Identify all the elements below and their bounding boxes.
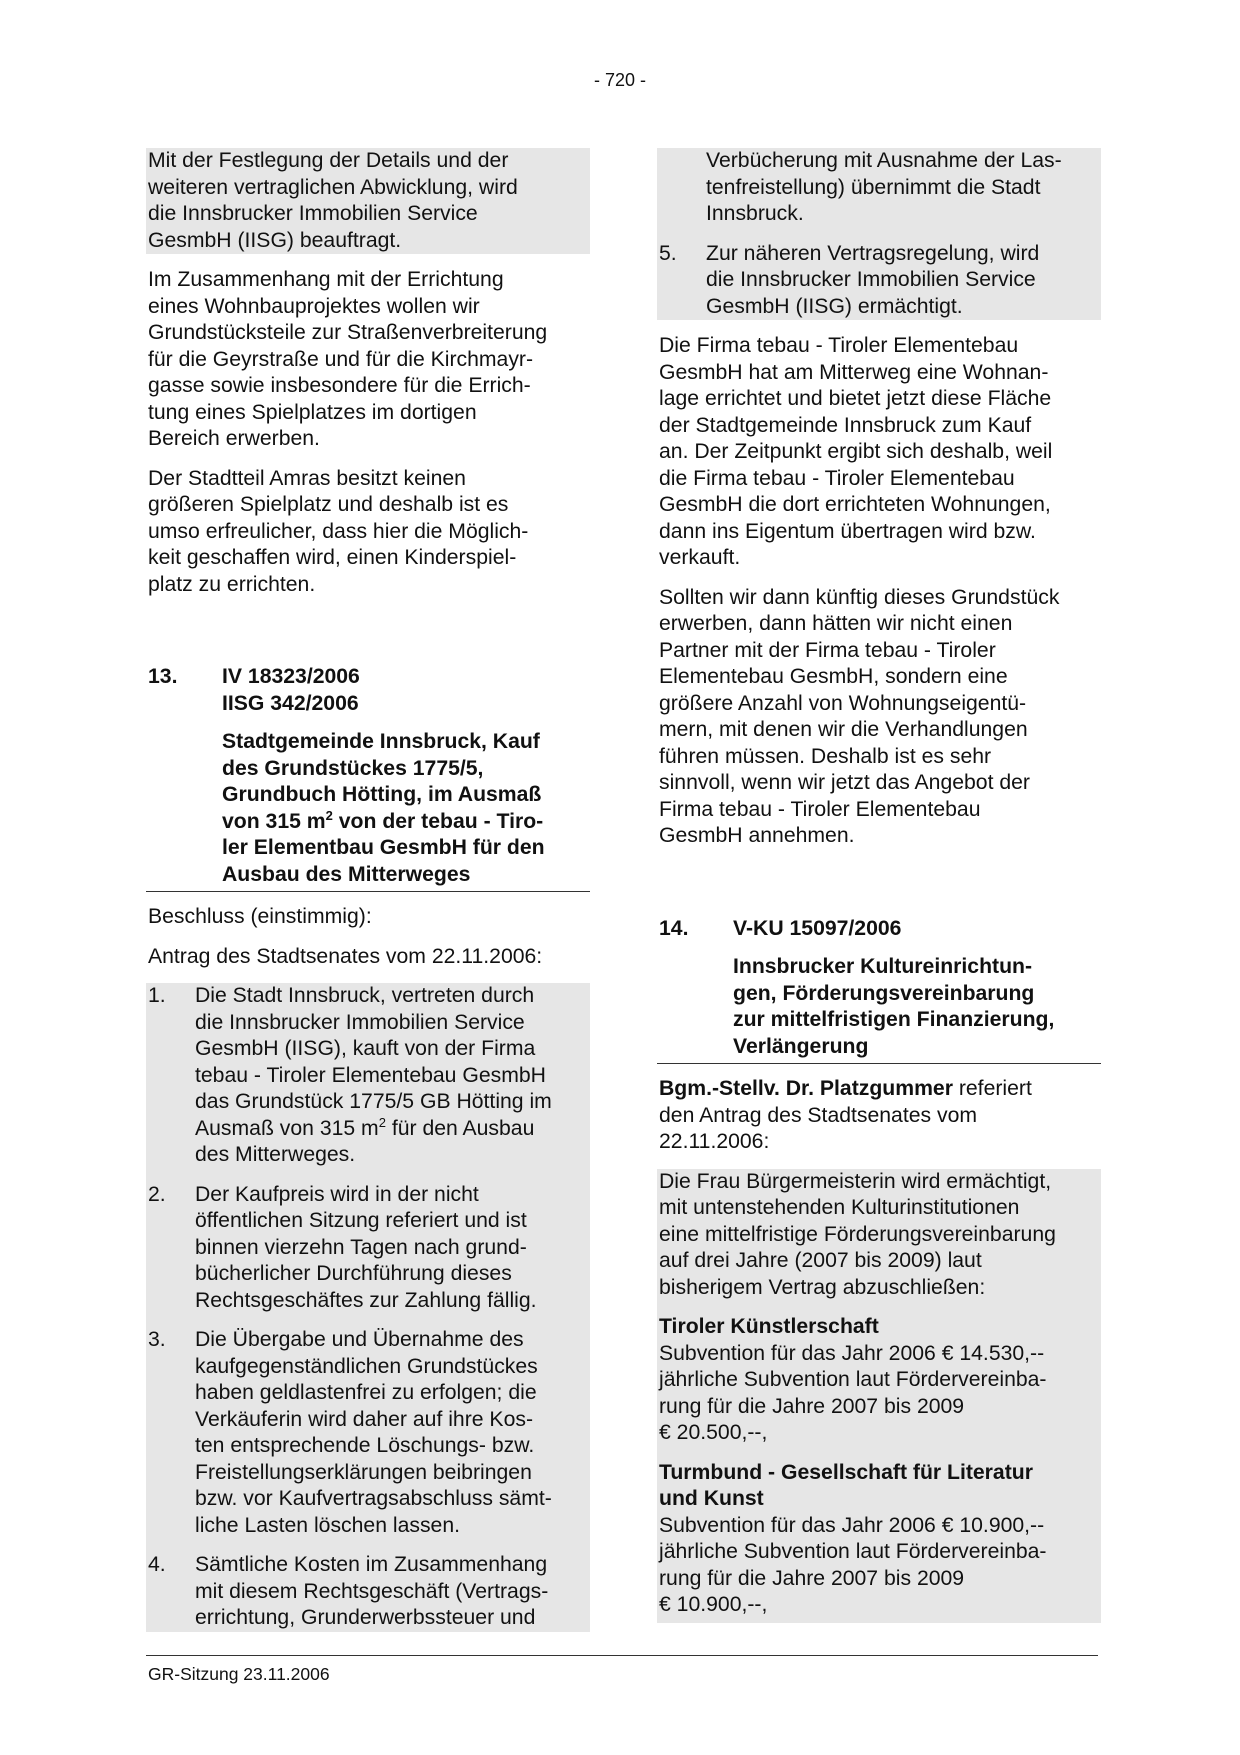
list-item-continued (657, 148, 1101, 228)
title-line: Grundbuch Hötting, im Ausmaß (222, 783, 542, 806)
title-line: Innsbrucker Kultureinrichtun- (733, 955, 1033, 978)
text-line: Der Stadtteil Amras besitzt keinen (148, 466, 466, 490)
paragraph-housing-project (146, 267, 590, 453)
text-line: platz zu errichten. (148, 572, 316, 596)
right-column (657, 148, 1101, 1623)
superscript: 2 (378, 1114, 386, 1130)
text-line: auf drei Jahre (2007 bis 2009) laut (659, 1249, 982, 1272)
paragraph-tebau-offer (657, 333, 1101, 572)
paragraph-iisg-assignment (146, 148, 590, 254)
agenda-item-13-title (146, 729, 590, 892)
text-line: Subvention für das Jahr 2006 € 14.530,-- (659, 1341, 1045, 1365)
text-line: weiteren vertraglichen Abwicklung, wird (148, 175, 518, 199)
text-line: bisherigem Vertrag abzuschließen: (659, 1275, 986, 1299)
text-line: die Firma tebau - Tiroler Elementebau (659, 466, 1015, 490)
list-item (657, 241, 1101, 321)
text-line: den Antrag des Stadtsenates vom (659, 1103, 978, 1127)
title-line: Stadtgemeinde Innsbruck, Kauf (222, 730, 540, 753)
text-line: Sollten wir dann künftig dieses Grundstück (659, 585, 1060, 609)
text-line: erwerben, dann hätten wir nicht einen (659, 612, 1013, 635)
text-line: Zur näheren Vertragsregelung, wird (706, 241, 1040, 265)
text-line: GesmbH (IISG) beauftragt. (148, 228, 402, 252)
text-line: größeren Spielplatz und deshalb ist es (148, 493, 509, 516)
superscript: 2 (325, 807, 333, 823)
list-number: 3. (148, 1328, 166, 1351)
title-line: des Grundstückes 1775/5, (222, 756, 484, 780)
list-item (146, 1327, 590, 1539)
motion-label: Antrag des Stadtsenates vom 22.11.2006: (148, 944, 543, 968)
text-line: mern, mit denen wir die Verhandlungen (659, 718, 1028, 741)
agenda-item-14-title (657, 954, 1101, 1064)
text-line: Freistellungserklärungen beibringen (195, 1460, 532, 1484)
text-line: mit untenstehenden Kulturinstitutionen (659, 1196, 1020, 1219)
institution-entry (657, 1314, 1101, 1447)
reference-number: IV 18323/2006 (222, 665, 360, 688)
text-line: Die Frau Bürgermeisterin wird ermächtigt, (659, 1169, 1052, 1193)
text-line: Verkäuferin wird daher auf ihre Kos- (195, 1407, 533, 1431)
text-line: größere Anzahl von Wohnungseigentü- (659, 691, 1027, 715)
list-item (146, 1552, 590, 1632)
text-line: Sämtliche Kosten im Zusammenhang (195, 1553, 548, 1576)
area-text: für den Ausbau (385, 1116, 535, 1140)
text-line: GesmbH die dort errichteten Wohnungen, (659, 493, 1051, 516)
text-line: Die Übergabe und Übernahme des (195, 1328, 524, 1351)
list-text (195, 1182, 586, 1315)
text-line (659, 1076, 1097, 1103)
title-line: ler Elementbau GesmbH für den (222, 836, 545, 859)
text-line: Der Kaufpreis wird in der nicht (195, 1182, 479, 1206)
resolution-label: Beschluss (einstimmig): (148, 905, 372, 928)
title-area-text: von 315 m (222, 809, 326, 833)
agenda-item-refs (222, 664, 360, 717)
text-line: bzw. vor Kaufvertragsabschluss sämt- (195, 1487, 552, 1510)
purchase-conditions-list-continued (657, 148, 1101, 320)
text-line: der Stadtgemeinde Innsbruck zum Kauf (659, 413, 1032, 437)
text-line: 22.11.2006: (659, 1130, 770, 1153)
text-line: Die Stadt Innsbruck, vertreten durch (195, 984, 535, 1007)
text-line: die Innsbrucker Immobilien Service (148, 202, 478, 225)
authorization-paragraph (657, 1169, 1101, 1302)
list-text (195, 1327, 586, 1539)
text-line: eine mittelfristige Förderungsvereinbarung (659, 1222, 1056, 1246)
text-line: Partner mit der Firma tebau - Tiroler (659, 638, 996, 662)
text-line: GesmbH (IISG) ermächtigt. (706, 294, 963, 318)
text-line: tenfreistellung) übernimmt die Stadt (706, 175, 1041, 199)
title-line: gen, Förderungsvereinbarung (733, 981, 1035, 1005)
list-number: 5. (659, 241, 677, 265)
text-line: GesmbH (IISG), kauft von der Firma (195, 1037, 536, 1060)
list-item (146, 983, 590, 1169)
text-line: jährliche Subvention laut Fördervereinba- (659, 1368, 1047, 1391)
text-line: eines Wohnbauprojektes wollen wir (148, 294, 480, 318)
text-line: rung für die Jahre 2007 bis 2009 (659, 1566, 965, 1590)
paragraph-amras-playground (146, 466, 590, 599)
list-item (146, 1182, 590, 1315)
text-line: gasse sowie insbesondere für die Errich- (148, 374, 531, 397)
list-text (195, 1552, 586, 1632)
footer-divider (146, 1655, 1098, 1656)
text-line: binnen vierzehn Tagen nach grund- (195, 1235, 527, 1259)
text-line: dann ins Eigentum übertragen wird bzw. (659, 519, 1036, 543)
text-line: bücherlicher Durchführung dieses (195, 1262, 512, 1285)
text-line: Mit der Festlegung der Details und der (148, 149, 509, 172)
text-line: € 10.900,--, (659, 1593, 768, 1616)
text-line: liche Lasten löschen lassen. (195, 1513, 461, 1537)
reference-number: V-KU 15097/2006 (733, 916, 902, 940)
speaker-name: Bgm.-Stellv. Dr. Platzgummer (659, 1077, 953, 1100)
agenda-item-number: 13. (148, 665, 178, 688)
text-line: GesmbH hat am Mitterweg eine Wohnan- (659, 360, 1049, 384)
list-number: 4. (148, 1553, 166, 1576)
text-line: das Grundstück 1775/5 GB Hötting im (195, 1090, 552, 1113)
text-line: tebau - Tiroler Elementebau GesmbH (195, 1063, 546, 1087)
text-line: sinnvoll, wenn wir jetzt das Angebot der (659, 771, 1030, 794)
text-line: des Mitterweges. (195, 1143, 356, 1166)
text-line: kaufgegenständlichen Grundstückes (195, 1354, 538, 1378)
list-text (195, 983, 586, 1169)
text-line: errichtung, Grunderwerbssteuer und (195, 1606, 536, 1629)
text-line: Die Firma tebau - Tiroler Elementebau (659, 334, 1019, 357)
footer-session-date: GR-Sitzung 23.11.2006 (148, 1664, 330, 1684)
list-number: 2. (148, 1182, 166, 1206)
reference-number: IISG 342/2006 (222, 691, 359, 715)
text-line: Verbücherung mit Ausnahme der Las- (706, 149, 1062, 172)
text-line: keit geschaffen wird, einen Kinderspiel- (148, 546, 517, 569)
text-line: GesmbH annehmen. (659, 824, 855, 847)
funding-authorization-block (657, 1169, 1101, 1623)
page-number: - 720 - (593, 70, 647, 90)
agenda-item-14-header (657, 916, 1101, 943)
text-line: an. Der Zeitpunkt ergibt sich deshalb, weil (659, 440, 1053, 463)
text-line: ten entsprechende Löschungs- bzw. (195, 1434, 535, 1457)
text-line (195, 1116, 586, 1143)
text-line: Firma tebau - Tiroler Elementebau (659, 797, 981, 821)
text-line: Im Zusammenhang mit der Errichtung (148, 268, 504, 291)
title-line: zur mittelfristigen Finanzierung, (733, 1008, 1055, 1031)
paragraph-recommendation (657, 585, 1101, 850)
institution-name: Turmbund - Gesellschaft für Literatur (659, 1460, 1033, 1484)
list-text (706, 241, 1097, 321)
text-line: € 20.500,--, (659, 1421, 768, 1444)
left-column (146, 148, 590, 1645)
text-line: für die Geyrstraße und für die Kirchmayr- (148, 347, 534, 371)
institution-name: und Kunst (659, 1487, 764, 1510)
text-line: Subvention für das Jahr 2006 € 10.900,-- (659, 1513, 1045, 1537)
text-line: verkauft. (659, 546, 741, 569)
list-number: 1. (148, 984, 166, 1007)
text-line: führen müssen. Deshalb ist es sehr (659, 744, 992, 768)
title-line (222, 809, 590, 836)
institution-entry (657, 1460, 1101, 1623)
text-line: jährliche Subvention laut Fördervereinba- (659, 1540, 1047, 1563)
text-line: Grundstücksteile zur Straßenverbreiterung (148, 321, 548, 344)
text-line: öffentlichen Sitzung referiert und ist (195, 1209, 527, 1232)
title-area-text: von der tebau - Tiro- (332, 809, 544, 833)
title-line: Ausbau des Mitterweges (222, 862, 471, 886)
text-line: die Innsbrucker Immobilien Service (706, 268, 1036, 291)
text-line: Innsbruck. (706, 202, 804, 225)
institution-name: Tiroler Künstlerschaft (659, 1315, 879, 1338)
agenda-item-13-header (146, 664, 590, 717)
text-line: die Innsbrucker Immobilien Service (195, 1010, 525, 1034)
text-line: Elementebau GesmbH, sondern eine (659, 665, 1008, 688)
text-line: mit diesem Rechtsgeschäft (Vertrags- (195, 1579, 549, 1603)
text-line: Rechtsgeschäftes zur Zahlung fällig. (195, 1288, 537, 1312)
text-line: tung eines Spielplatzes im dortigen (148, 400, 477, 424)
title-line: Verlängerung (733, 1034, 869, 1058)
area-text: Ausmaß von 315 m (195, 1116, 379, 1140)
agenda-item-number: 14. (659, 916, 689, 940)
text-line: haben geldlastenfrei zu erfolgen; die (195, 1381, 537, 1404)
speaker-text: referiert (952, 1077, 1032, 1100)
purchase-conditions-list (146, 983, 590, 1632)
text-line: Bereich erwerben. (148, 427, 320, 450)
list-text (706, 148, 1097, 228)
text-line: rung für die Jahre 2007 bis 2009 (659, 1394, 965, 1418)
text-line: umso erfreulicher, dass hier die Möglich- (148, 519, 529, 543)
text-line: lage errichtet und bietet jetzt diese Fläche (659, 387, 1052, 410)
speaker-paragraph (657, 1076, 1101, 1156)
